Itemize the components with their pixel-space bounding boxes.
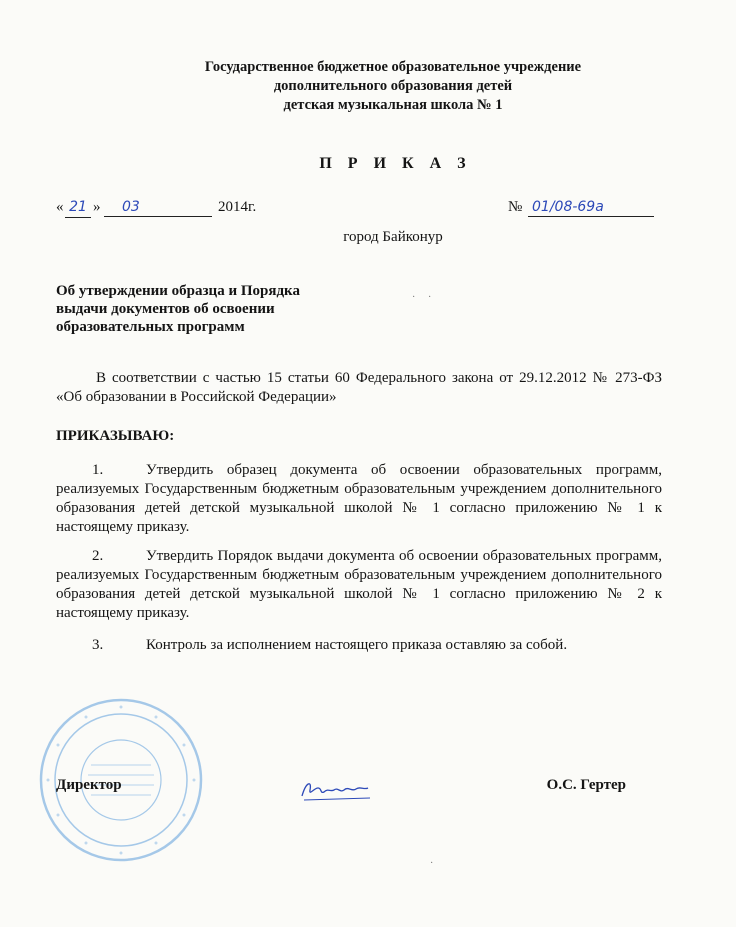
number-label: № — [508, 199, 523, 215]
document-title: П Р И К А З — [319, 155, 472, 172]
order-item-1 — [56, 461, 662, 537]
item-text: Контроль за исполнением настоящего приказа оставляю за собой. — [146, 637, 568, 653]
subject-line-2: выдачи документов об освоении — [56, 301, 275, 317]
order-subject — [56, 282, 356, 336]
item-number: 2. — [92, 548, 104, 564]
city-line: город Байконур — [343, 229, 443, 245]
director-title: Директор — [56, 777, 122, 793]
subject-line-1: Об утверждении образца и Порядка — [56, 283, 300, 299]
item-text: Утвердить образец документа об освоении образовательных программ, реализуемых Государственным бюджетным образовательным учреждением дополнительного образования детей детской музыкальной школой № 1 согласно приложению № 1 к настоящему приказу. — [56, 462, 662, 535]
order-item-2 — [56, 547, 662, 623]
year-text: 2014г. — [218, 199, 257, 215]
date-number-line — [56, 199, 696, 221]
header-line-2: дополнительного образования детей — [273, 78, 513, 94]
order-number-field: 01/08-69а — [528, 199, 654, 217]
open-quote: « — [56, 199, 64, 215]
header-line-1: Государственное бюджетное образовательное учреждение — [204, 59, 582, 75]
item-number: 1. — [92, 462, 104, 478]
paper-mark: · — [428, 292, 432, 303]
paper-mark: · — [430, 858, 434, 869]
subject-line-3: образовательных программ — [56, 319, 245, 335]
item-text: Утвердить Порядок выдачи документа об освоении образовательных программ, реализуемых Государственным бюджетным образовательным учреждением дополнительного образования детей детской музыкальной школой № 1 согласно приложению № 2 к настоящему приказу. — [56, 548, 662, 621]
item-number: 3. — [92, 637, 104, 653]
header-line-3: детская музыкальная школа № 1 — [283, 97, 503, 113]
handwritten-signature-icon — [298, 776, 378, 804]
day-field: 21 — [65, 199, 91, 218]
preamble-paragraph: В соответствии с частью 15 статьи 60 Федерального закона от 29.12.2012 № 273-ФЗ «Об образовании в Российской Федерации» — [56, 370, 662, 405]
order-item-3 — [56, 636, 662, 655]
paper-mark: · — [412, 292, 416, 303]
month-field: 03 — [104, 199, 212, 217]
institution-header — [0, 58, 736, 115]
order-directive-heading: ПРИКАЗЫВАЮ: — [56, 428, 175, 444]
close-quote: » — [93, 199, 101, 215]
signer-name: О.С. Гертер — [546, 777, 626, 793]
